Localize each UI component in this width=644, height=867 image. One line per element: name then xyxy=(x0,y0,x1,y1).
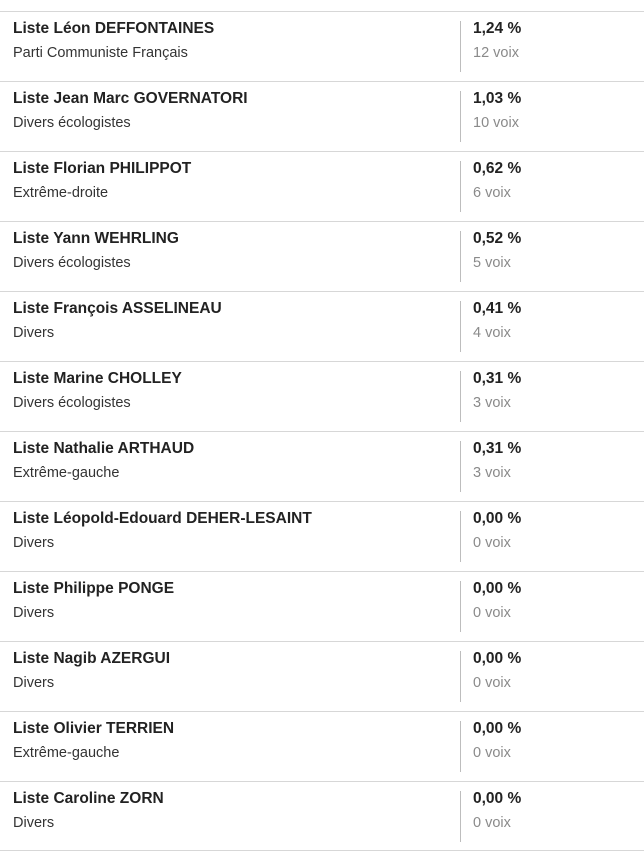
vote-count: 5 voix xyxy=(473,255,511,271)
vote-percent: 0,00 % xyxy=(473,580,522,597)
party-label: Divers xyxy=(13,815,55,831)
column-divider xyxy=(460,231,461,282)
vote-count: 3 voix xyxy=(473,465,511,481)
vote-count: 0 voix xyxy=(473,745,511,761)
party-label: Divers écologistes xyxy=(13,395,131,411)
result-row xyxy=(0,431,644,501)
party-label: Extrême-gauche xyxy=(13,745,120,761)
result-row xyxy=(0,711,644,781)
vote-percent: 1,03 % xyxy=(473,90,522,107)
column-divider xyxy=(460,91,461,142)
party-label: Parti Communiste Français xyxy=(13,45,188,61)
column-divider xyxy=(460,161,461,212)
vote-percent: 0,00 % xyxy=(473,720,522,737)
list-name: Liste Olivier TERRIEN xyxy=(13,720,175,737)
column-divider xyxy=(460,511,461,562)
vote-percent: 0,52 % xyxy=(473,230,522,247)
result-row xyxy=(0,361,644,431)
party-label: Divers xyxy=(13,605,55,621)
vote-percent: 1,24 % xyxy=(473,20,522,37)
list-name: Liste Nagib AZERGUI xyxy=(13,650,171,667)
list-name: Liste Nathalie ARTHAUD xyxy=(13,440,195,457)
result-row xyxy=(0,11,644,81)
list-name: Liste Yann WEHRLING xyxy=(13,230,179,247)
vote-count: 3 voix xyxy=(473,395,511,411)
vote-count: 0 voix xyxy=(473,675,511,691)
result-row xyxy=(0,291,644,361)
column-divider xyxy=(460,301,461,352)
list-name: Liste Léopold-Edouard DEHER-LESAINT xyxy=(13,510,312,527)
party-label: Extrême-gauche xyxy=(13,465,120,481)
column-divider xyxy=(460,581,461,632)
vote-percent: 0,62 % xyxy=(473,160,522,177)
party-label: Divers xyxy=(13,675,55,691)
result-row xyxy=(0,501,644,571)
list-name: Liste Marine CHOLLEY xyxy=(13,370,182,387)
vote-count: 0 voix xyxy=(473,815,511,831)
result-row xyxy=(0,151,644,221)
results-list xyxy=(0,11,644,851)
party-label: Divers écologistes xyxy=(13,255,131,271)
column-divider xyxy=(460,441,461,492)
party-label: Divers xyxy=(13,535,55,551)
vote-percent: 0,00 % xyxy=(473,510,522,527)
result-row xyxy=(0,641,644,711)
list-name: Liste Jean Marc GOVERNATORI xyxy=(13,90,248,107)
column-divider xyxy=(460,791,461,842)
party-label: Divers xyxy=(13,325,55,341)
vote-percent: 0,00 % xyxy=(473,790,522,807)
column-divider xyxy=(460,21,461,72)
list-name: Liste François ASSELINEAU xyxy=(13,300,222,317)
party-label: Divers écologistes xyxy=(13,115,131,131)
vote-count: 0 voix xyxy=(473,535,511,551)
vote-count: 0 voix xyxy=(473,605,511,621)
result-row xyxy=(0,781,644,851)
list-name: Liste Léon DEFFONTAINES xyxy=(13,20,215,37)
vote-percent: 0,31 % xyxy=(473,370,522,387)
result-row xyxy=(0,221,644,291)
vote-count: 6 voix xyxy=(473,185,511,201)
vote-percent: 0,31 % xyxy=(473,440,522,457)
column-divider xyxy=(460,651,461,702)
vote-percent: 0,41 % xyxy=(473,300,522,317)
result-row xyxy=(0,81,644,151)
column-divider xyxy=(460,721,461,772)
vote-count: 12 voix xyxy=(473,45,519,61)
column-divider xyxy=(460,371,461,422)
party-label: Extrême-droite xyxy=(13,185,109,201)
list-name: Liste Caroline ZORN xyxy=(13,790,164,807)
vote-count: 4 voix xyxy=(473,325,511,341)
vote-percent: 0,00 % xyxy=(473,650,522,667)
result-row xyxy=(0,571,644,641)
vote-count: 10 voix xyxy=(473,115,519,131)
list-name: Liste Florian PHILIPPOT xyxy=(13,160,192,177)
list-name: Liste Philippe PONGE xyxy=(13,580,175,597)
